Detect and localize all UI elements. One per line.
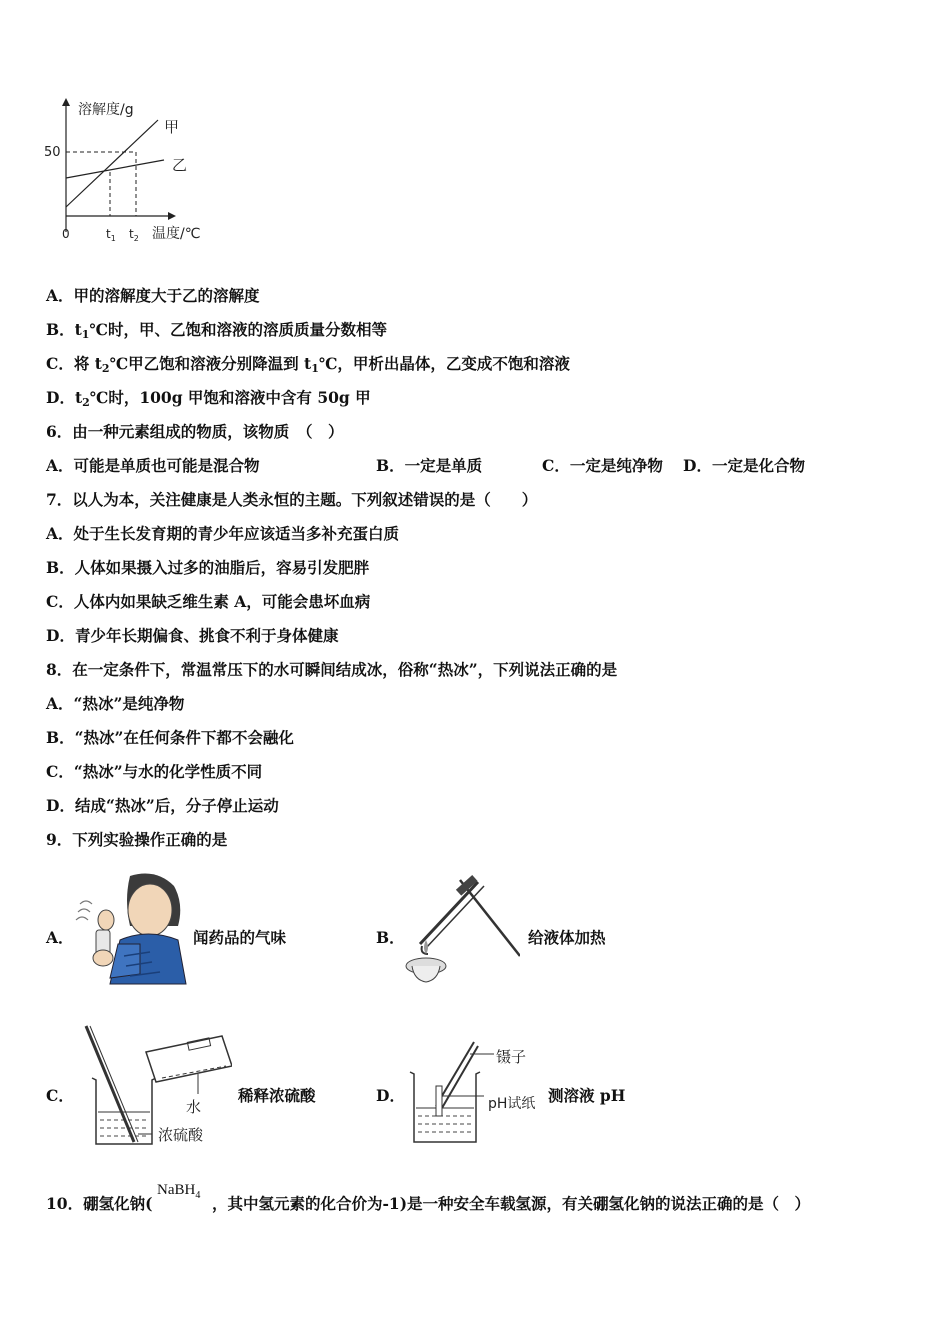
q10-stem-pre: 10．硼氢化钠( <box>46 1194 153 1213</box>
smelling-illustration <box>70 870 190 988</box>
ph-paper-label: pH试纸 <box>488 1096 536 1112</box>
q5-option-b: B．t1℃时，甲、乙饱和溶液的溶质质量分数相等 <box>46 320 387 341</box>
x-axis-label: 温度/℃ <box>152 226 201 242</box>
q9-stem: 9．下列实验操作正确的是 <box>46 830 228 849</box>
series-yi-label: 乙 <box>172 156 188 174</box>
x-axis-arrow <box>168 212 176 220</box>
q7-option-c: C．人体内如果缺乏维生素 A，可能会患坏血病 <box>46 592 371 611</box>
series-jia-label: 甲 <box>164 118 180 136</box>
q8-option-a: A．“热冰”是纯净物 <box>46 694 185 713</box>
q6-option-d: D．一定是化合物 <box>683 456 805 475</box>
solubility-chart <box>40 92 220 252</box>
q6-option-b: B．一定是单质 <box>376 456 483 475</box>
q7-option-a: A．处于生长发育期的青少年应该适当多补充蛋白质 <box>46 524 400 543</box>
t2-label: $t_2$ <box>129 227 139 243</box>
q5-option-d: D．t2℃时，100g 甲饱和溶液中含有 50g 甲 <box>46 388 371 409</box>
q8-stem: 8．在一定条件下，常温常压下的水可瞬间结成冰，俗称“热冰”，下列说法正确的是 <box>46 660 618 679</box>
q9-c-label: C． <box>46 1086 74 1105</box>
y-axis-arrow <box>62 98 70 106</box>
diluting-acid-illustration <box>82 1022 232 1150</box>
q5-option-c: C．将 t2℃甲乙饱和溶液分别降温到 t1℃，甲析出晶体，乙变成不饱和溶液 <box>46 354 570 375</box>
water-label: 水 <box>186 1098 202 1116</box>
ph-test-illustration <box>404 1036 550 1148</box>
y-axis-label: 溶解度/g <box>78 102 134 118</box>
acid-label: 浓硫酸 <box>158 1126 204 1144</box>
q6-option-a: A．可能是单质也可能是混合物 <box>46 456 260 475</box>
tweezers-label: 镊子 <box>496 1048 527 1066</box>
q8-option-b: B．“热冰”在任何条件下都不会融化 <box>46 728 294 747</box>
q10-stem-post: ，其中氢元素的化合价为-1)是一种安全车载氢源，有关硼氢化钠的说法正确的是（ ） <box>212 1194 811 1213</box>
curve-yi <box>66 160 164 178</box>
heating-illustration <box>400 874 520 986</box>
q6-option-c: C．一定是纯净物 <box>542 456 663 475</box>
origin-label: 0 <box>62 227 70 241</box>
q9-c-caption: 稀释浓硫酸 <box>238 1086 316 1105</box>
q9-d-caption: 测溶液 pH <box>548 1086 626 1105</box>
q9-a-caption: 闻药品的气味 <box>193 928 287 947</box>
q5-option-a: A．甲的溶解度大于乙的溶解度 <box>46 286 260 305</box>
q7-stem: 7．以人为本，关注健康是人类永恒的主题。下列叙述错误的是（ ） <box>46 490 538 509</box>
q7-option-d: D．青少年长期偏食、挑食不利于身体健康 <box>46 626 339 645</box>
q10-formula: NaBH$_4$ <box>157 1182 201 1201</box>
q9-b-caption: 给液体加热 <box>528 928 606 947</box>
q7-option-b: B．人体如果摄入过多的油脂后，容易引发肥胖 <box>46 558 370 577</box>
q9-d-label: D． <box>376 1086 405 1105</box>
q9-b-label: B． <box>376 928 405 947</box>
q6-stem: 6．由一种元素组成的物质，该物质 （ ） <box>46 422 344 441</box>
y-tick-50: 50 <box>44 145 61 160</box>
t1-label: $t_1$ <box>106 227 116 243</box>
q8-option-c: C．“热冰”与水的化学性质不同 <box>46 762 263 781</box>
q8-option-d: D．结成“热冰”后，分子停止运动 <box>46 796 279 815</box>
q9-a-label: A． <box>46 928 74 947</box>
